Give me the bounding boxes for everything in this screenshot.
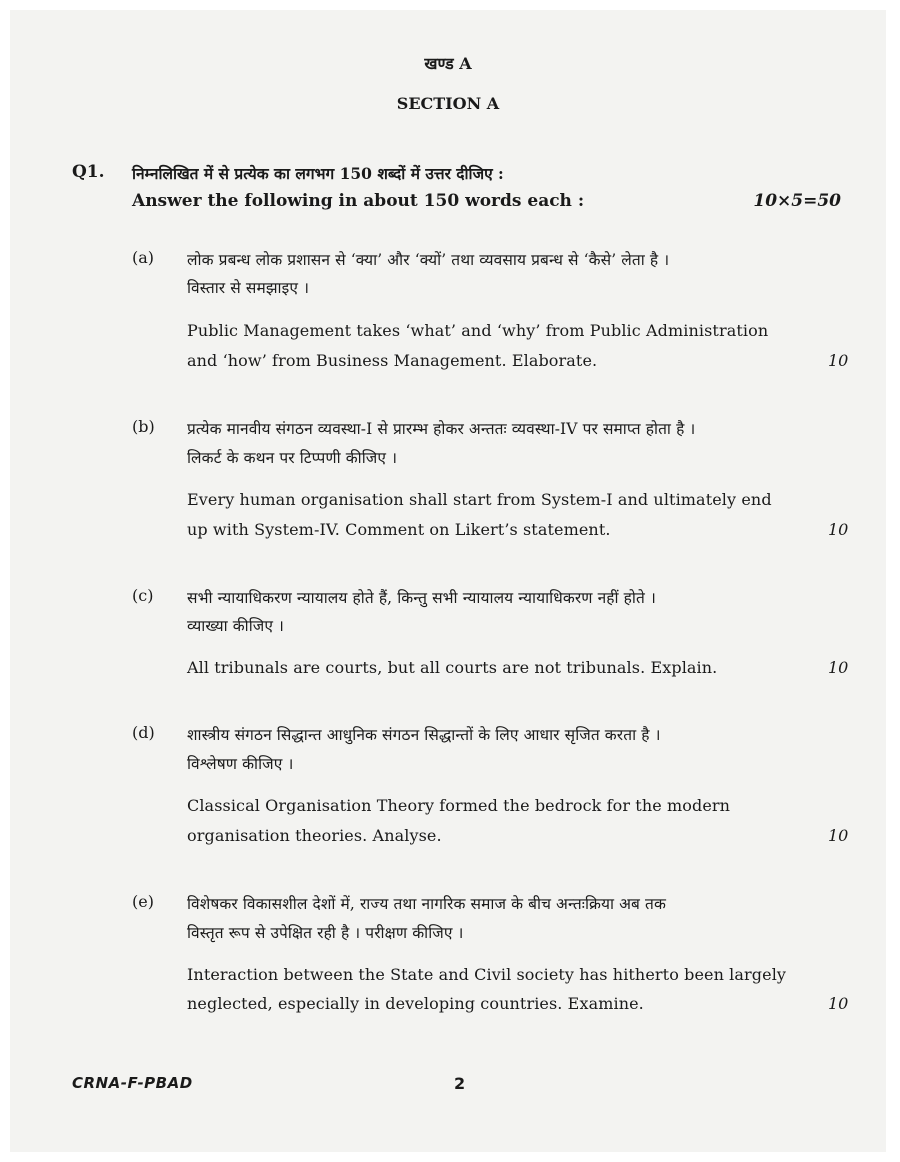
part-hindi-line: विस्तार से समझाइए । <box>187 279 310 297</box>
question-instruction-hindi: निम्नलिखित में से प्रत्येक का लगभग 150 शब्दों में उत्तर दीजिए : <box>132 164 504 183</box>
exam-page <box>10 10 886 1152</box>
part-hindi-line: शास्त्रीय संगठन सिद्धान्त आधुनिक संगठन सिद्धान्तों के लिए आधार सृजित करता है । <box>187 726 661 744</box>
section-hindi-heading: खण्ड A <box>424 54 472 73</box>
page-number: 2 <box>454 1074 466 1093</box>
part-hindi-line: लिकर्ट के कथन पर टिप्पणी कीजिए । <box>187 449 398 467</box>
part-hindi-line: विस्तृत रूप से उपेक्षित रही है । परीक्षण कीजिए । <box>187 924 464 942</box>
part-english-line: Public Management takes ‘what’ and ‘why’ from Public Administration <box>187 321 769 340</box>
part-marks: 10 <box>828 826 849 845</box>
part-label: (a) <box>132 248 155 267</box>
part-label: (e) <box>132 892 154 911</box>
part-label: (c) <box>132 586 154 605</box>
section-heading: SECTION A <box>396 94 500 113</box>
part-hindi-line: विशेषकर विकासशील देशों में, राज्य तथा नागरिक समाज के बीच अन्तःक्रिया अब तक <box>187 895 666 913</box>
part-hindi-line: व्याख्या कीजिए । <box>187 617 285 635</box>
part-english-line: up with System-IV. Comment on Likert’s statement. <box>187 520 611 539</box>
paper-code: CRNA-F-PBAD <box>72 1074 193 1092</box>
part-label: (b) <box>132 417 155 436</box>
part-marks: 10 <box>828 658 849 677</box>
part-hindi-line: विश्लेषण कीजिए । <box>187 755 294 773</box>
part-english-line: Classical Organisation Theory formed the bedrock for the modern <box>187 796 731 815</box>
part-marks: 10 <box>828 351 849 370</box>
part-english-line: All tribunals are courts, but all courts are not tribunals. Explain. <box>187 658 718 677</box>
part-hindi-line: सभी न्यायाधिकरण न्यायालय होते हैं, किन्तु सभी न्यायालय न्यायाधिकरण नहीं होते । <box>187 589 656 607</box>
part-english-line: neglected, especially in developing countries. Examine. <box>187 994 644 1013</box>
part-marks: 10 <box>828 994 849 1013</box>
part-marks: 10 <box>828 520 849 539</box>
part-hindi-line: लोक प्रबन्ध लोक प्रशासन से ‘क्या’ और ‘क्यों’ तथा व्यवसाय प्रबन्ध से ‘कैसे’ लेता है । <box>187 251 670 269</box>
question-number: Q1. <box>72 162 105 182</box>
part-english-line: organisation theories. Analyse. <box>187 826 442 845</box>
part-hindi-line: प्रत्येक मानवीय संगठन व्यवस्था-I से प्रारम्भ होकर अन्ततः व्यवस्था-IV पर समाप्त होता है । <box>187 420 696 438</box>
total-marks: 10×5=50 <box>753 191 841 211</box>
part-english-line: and ‘how’ from Business Management. Elaborate. <box>187 351 598 370</box>
part-english-line: Every human organisation shall start from System-I and ultimately end <box>187 490 772 509</box>
question-instruction-english: Answer the following in about 150 words each : <box>132 191 585 211</box>
part-english-line: Interaction between the State and Civil society has hitherto been largely <box>187 965 787 984</box>
part-label: (d) <box>132 723 155 742</box>
